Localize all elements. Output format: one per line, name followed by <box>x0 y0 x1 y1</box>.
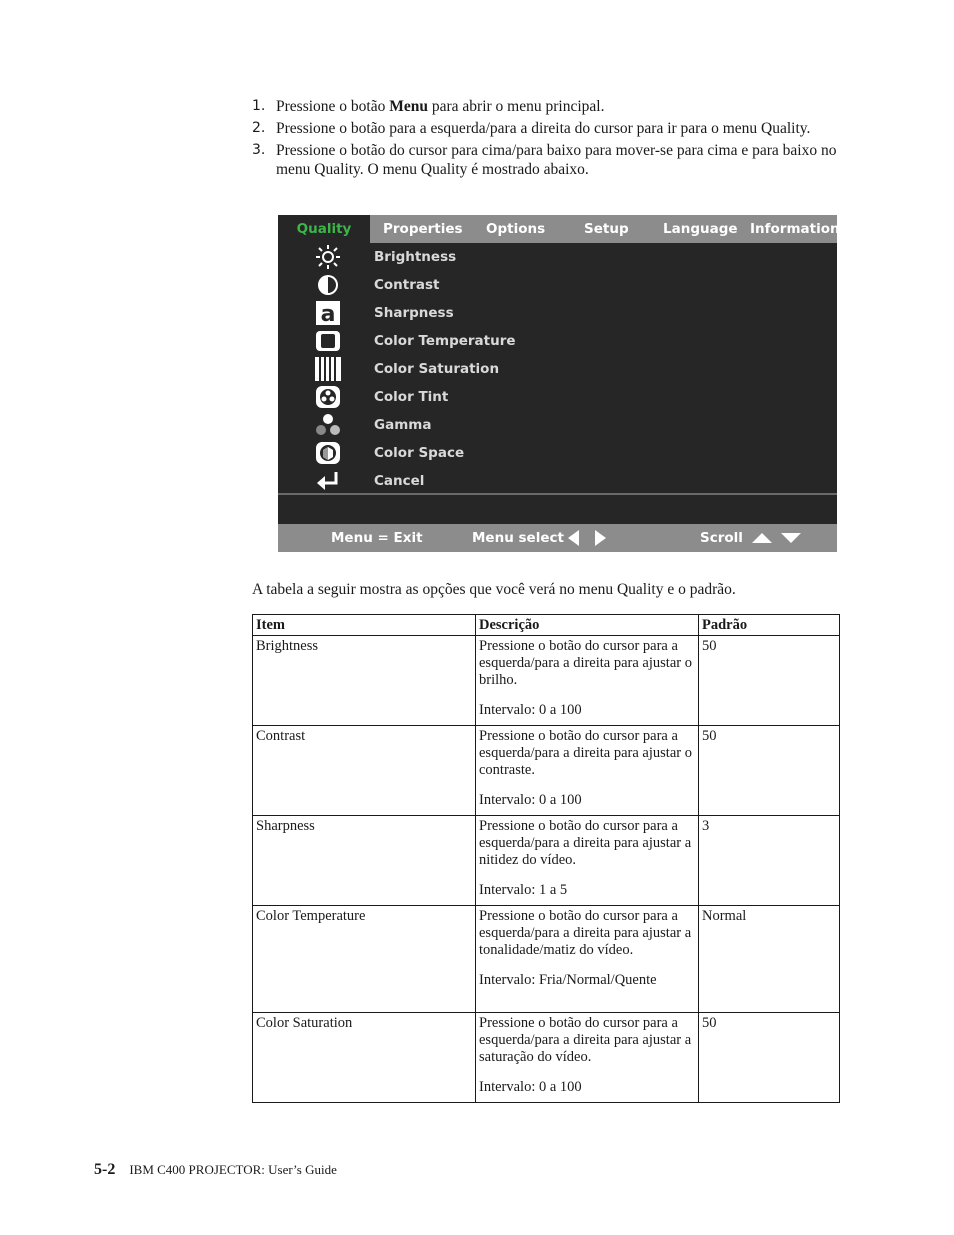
scroll-hint: Scroll <box>700 530 743 546</box>
step-number: 1. <box>252 98 266 114</box>
sun-icon <box>314 245 342 269</box>
cell-item: Color Temperature <box>253 906 476 1013</box>
color-tint-icon <box>314 385 342 409</box>
menu-keyword: Menu <box>389 98 428 115</box>
tab-options[interactable]: Options <box>486 221 546 237</box>
page-number: 5-2 <box>94 1161 116 1178</box>
cell-description: Pressione o botão do cursor para a esquerda/para a direita para ajustar a nitidez do vídeo. Intervalo: 1 a 5 <box>476 816 699 906</box>
header-item: Item <box>253 615 476 636</box>
menu-item-label: Gamma <box>374 417 432 433</box>
menu-footer-bar <box>278 524 837 552</box>
cell-item: Brightness <box>253 636 476 726</box>
header-description: Descrição <box>476 615 699 636</box>
tab-information[interactable]: Information <box>750 221 840 237</box>
menu-exit-hint: Menu = Exit <box>331 530 423 546</box>
step-number: 3. <box>252 142 266 158</box>
down-arrow-icon <box>781 533 801 543</box>
cell-description: Pressione o botão do cursor para a esquerda/para a direita para ajustar a saturação do vídeo. Intervalo: 0 a 100 <box>476 1013 699 1103</box>
tab-quality[interactable]: Quality <box>278 215 370 243</box>
menu-item-color-temperature[interactable] <box>278 327 837 355</box>
cell-range: Intervalo: Fria/Normal/Quente <box>479 972 657 988</box>
cell-default: 50 <box>699 726 840 816</box>
menu-item-color-tint[interactable] <box>278 383 837 411</box>
cell-range: Intervalo: 0 a 100 <box>479 1079 582 1095</box>
cell-item: Color Saturation <box>253 1013 476 1103</box>
cell-item: Sharpness <box>253 816 476 906</box>
left-arrow-icon <box>568 530 580 546</box>
right-arrow-icon <box>594 530 606 546</box>
cell-range: Intervalo: 0 a 100 <box>479 702 582 718</box>
menu-item-label: Brightness <box>374 249 457 265</box>
menu-item-label: Color Space <box>374 445 465 461</box>
page-footer <box>94 1161 337 1179</box>
table-row <box>253 1013 840 1103</box>
cell-description: Pressione o botão do cursor para a esquerda/para a direita para ajustar o contraste. Intervalo: 0 a 100 <box>476 726 699 816</box>
tab-setup[interactable]: Setup <box>584 221 629 237</box>
table-row <box>253 816 840 906</box>
cell-description: Pressione o botão do cursor para a esquerda/para a direita para ajustar o brilho. Intervalo: 0 a 100 <box>476 636 699 726</box>
quality-menu-list <box>278 243 837 495</box>
menu-item-label: Cancel <box>374 473 425 489</box>
cell-range: Intervalo: 1 a 5 <box>479 882 568 898</box>
instruction-steps <box>252 97 852 182</box>
menu-item-label: Sharpness <box>374 305 454 321</box>
cell-default: 50 <box>699 1013 840 1103</box>
menu-blank-area <box>278 497 837 524</box>
cell-default: Normal <box>699 906 840 1013</box>
up-arrow-icon <box>752 533 772 543</box>
menu-item-contrast[interactable] <box>278 271 837 299</box>
quality-options-table <box>252 614 840 1103</box>
menu-select-hint: Menu select <box>472 530 564 546</box>
menu-item-color-space[interactable] <box>278 439 837 467</box>
step-3: 3. Pressione o botão do cursor para cima/para baixo para mover-se para cima e para baixo no menu Quality. O menu Quality é mostrado abaixo. <box>252 142 837 178</box>
menu-item-label: Color Tint <box>374 389 449 405</box>
svg-text:a: a <box>320 302 336 325</box>
cell-range: Intervalo: 0 a 100 <box>479 792 582 808</box>
color-saturation-icon <box>314 357 342 381</box>
table-intro: A tabela a seguir mostra as opções que você verá no menu Quality e o padrão. <box>252 581 736 598</box>
table-row <box>253 636 840 726</box>
menu-tab-bar <box>278 215 840 243</box>
menu-item-color-saturation[interactable] <box>278 355 837 383</box>
tab-properties[interactable]: Properties <box>383 221 463 237</box>
guide-title: IBM C400 PROJECTOR: User’s Guide <box>129 1162 337 1177</box>
cell-description: Pressione o botão do cursor para a esquerda/para a direita para ajustar a tonalidade/matiz do vídeo. Intervalo: Fria/Normal/Quente <box>476 906 699 1013</box>
step-number: 2. <box>252 120 266 136</box>
gamma-icon <box>314 413 342 437</box>
menu-item-label: Color Temperature <box>374 333 516 349</box>
table-row <box>253 906 840 1013</box>
sharpness-icon <box>314 301 342 325</box>
cell-item: Contrast <box>253 726 476 816</box>
table-row <box>253 726 840 816</box>
step-1: 1. Pressione o botão Menu para abrir o menu principal. <box>252 98 605 115</box>
cell-default: 3 <box>699 816 840 906</box>
quality-menu-screenshot <box>278 215 840 552</box>
cell-default: 50 <box>699 636 840 726</box>
menu-item-cancel[interactable] <box>278 467 837 495</box>
menu-item-sharpness[interactable] <box>278 299 837 327</box>
color-space-icon <box>314 441 342 465</box>
step-2: 2. Pressione o botão para a esquerda/para a direita do cursor para ir para o menu Quality. <box>252 120 811 137</box>
menu-item-label: Contrast <box>374 277 440 293</box>
contrast-icon <box>314 273 342 297</box>
tab-language[interactable]: Language <box>663 221 738 237</box>
menu-item-brightness[interactable] <box>278 243 837 271</box>
menu-item-gamma[interactable] <box>278 411 837 439</box>
header-default: Padrão <box>699 615 840 636</box>
return-arrow-icon <box>314 469 342 493</box>
table-header-row <box>253 615 840 636</box>
menu-item-label: Color Saturation <box>374 361 500 377</box>
color-temperature-icon <box>314 329 342 353</box>
